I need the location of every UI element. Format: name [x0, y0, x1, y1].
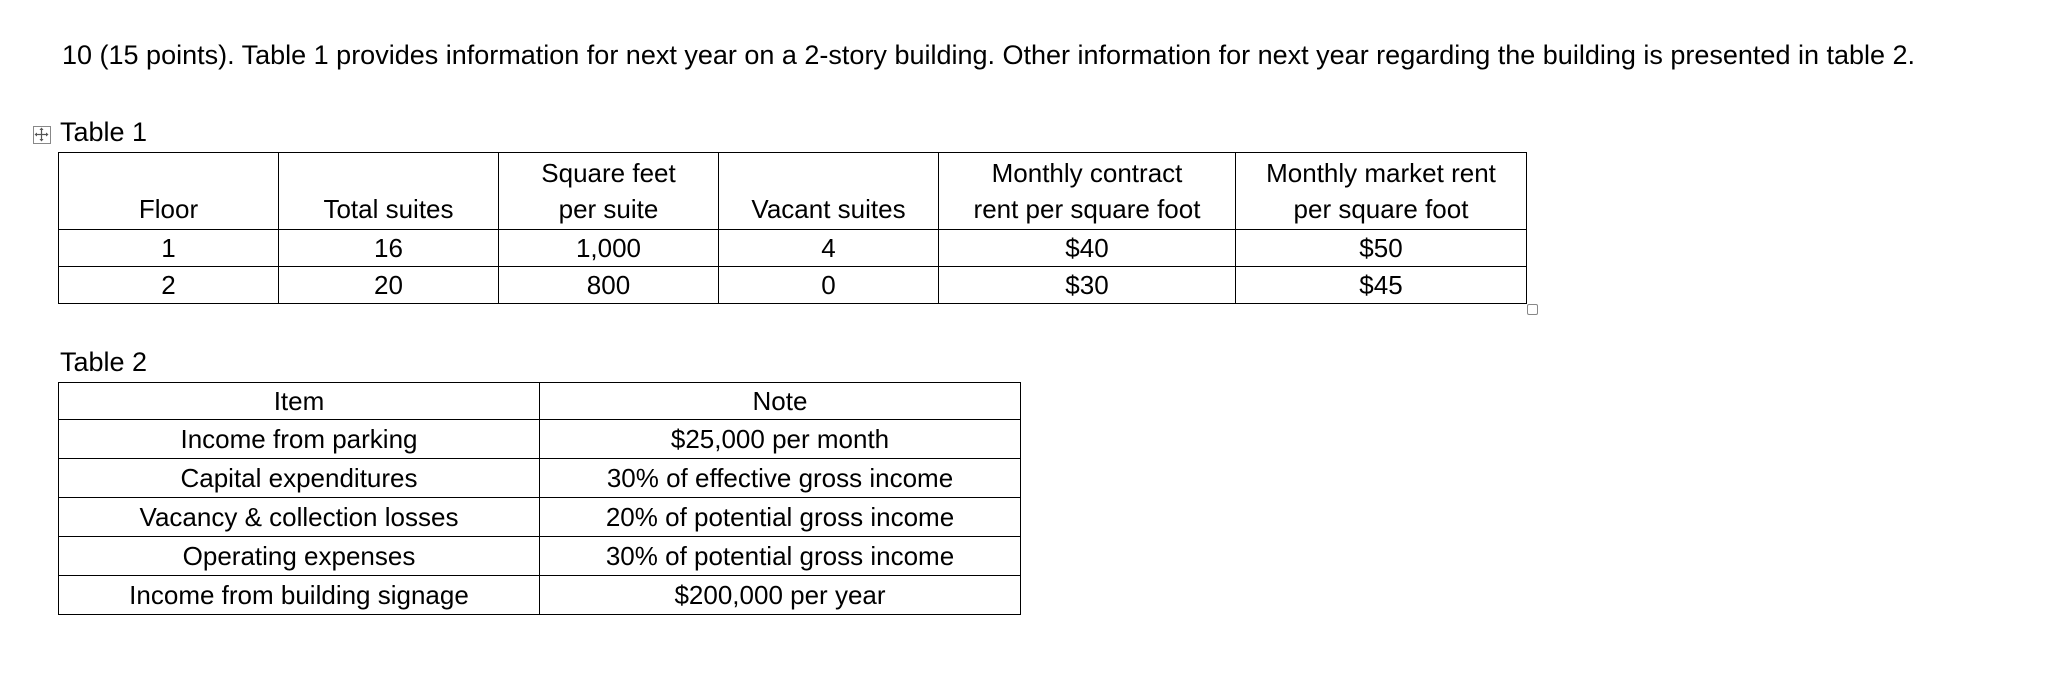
- table1-header-floor: Floor: [59, 153, 279, 230]
- table2-item-cell: Capital expenditures: [59, 459, 540, 498]
- table1-cell: 20: [279, 267, 499, 304]
- table1-cell: $40: [939, 230, 1236, 267]
- table1-cell: $45: [1236, 267, 1527, 304]
- table2-note-cell: $200,000 per year: [540, 576, 1021, 615]
- table-row: [59, 576, 1021, 615]
- table2-header-note: Note: [540, 383, 1021, 420]
- table1-cell: 1: [59, 230, 279, 267]
- table-row: [59, 459, 1021, 498]
- table1-header-market-rent: Monthly market rent per square foot: [1236, 153, 1527, 230]
- table-move-handle-icon[interactable]: [33, 126, 51, 144]
- table-row: [59, 420, 1021, 459]
- table-row: [59, 537, 1021, 576]
- table-row: [59, 267, 1527, 304]
- table1-caption: Table 1: [60, 117, 148, 147]
- table1-cell: 16: [279, 230, 499, 267]
- table1-header-row: [59, 153, 1527, 230]
- table2-header-item: Item: [59, 383, 540, 420]
- table2-item-cell: Income from building signage: [59, 576, 540, 615]
- table2-note-cell: 30% of effective gross income: [540, 459, 1021, 498]
- table2-note-cell: 20% of potential gross income: [540, 498, 1021, 537]
- table1-header-contract-rent: Monthly contract rent per square foot: [939, 153, 1236, 230]
- table1-cell: $30: [939, 267, 1236, 304]
- table1-header-total-suites: Total suites: [279, 153, 499, 230]
- table1-header-vacant-suites: Vacant suites: [719, 153, 939, 230]
- table-row: [59, 230, 1527, 267]
- table1-header-square-feet: Square feet per suite: [499, 153, 719, 230]
- table2: [58, 382, 1021, 615]
- table2-item-cell: Vacancy & collection losses: [59, 498, 540, 537]
- table1-cell: 800: [499, 267, 719, 304]
- table2-caption: Table 2: [60, 347, 148, 377]
- table2-item-cell: Income from parking: [59, 420, 540, 459]
- table2-note-cell: 30% of potential gross income: [540, 537, 1021, 576]
- table1-cell: 2: [59, 267, 279, 304]
- question-text: 10 (15 points). Table 1 provides information for next year on a 2-story building. Other information for next year regarding the building is presented in table 2.: [62, 40, 1916, 70]
- table1-cell: 0: [719, 267, 939, 304]
- table2-note-cell: $25,000 per month: [540, 420, 1021, 459]
- table2-item-cell: Operating expenses: [59, 537, 540, 576]
- table1: [58, 152, 1527, 304]
- table-resize-handle-icon[interactable]: [1527, 304, 1538, 315]
- table1-cell: $50: [1236, 230, 1527, 267]
- table1-cell: 1,000: [499, 230, 719, 267]
- table2-header-row: [59, 383, 1021, 420]
- table1-cell: 4: [719, 230, 939, 267]
- table-row: [59, 498, 1021, 537]
